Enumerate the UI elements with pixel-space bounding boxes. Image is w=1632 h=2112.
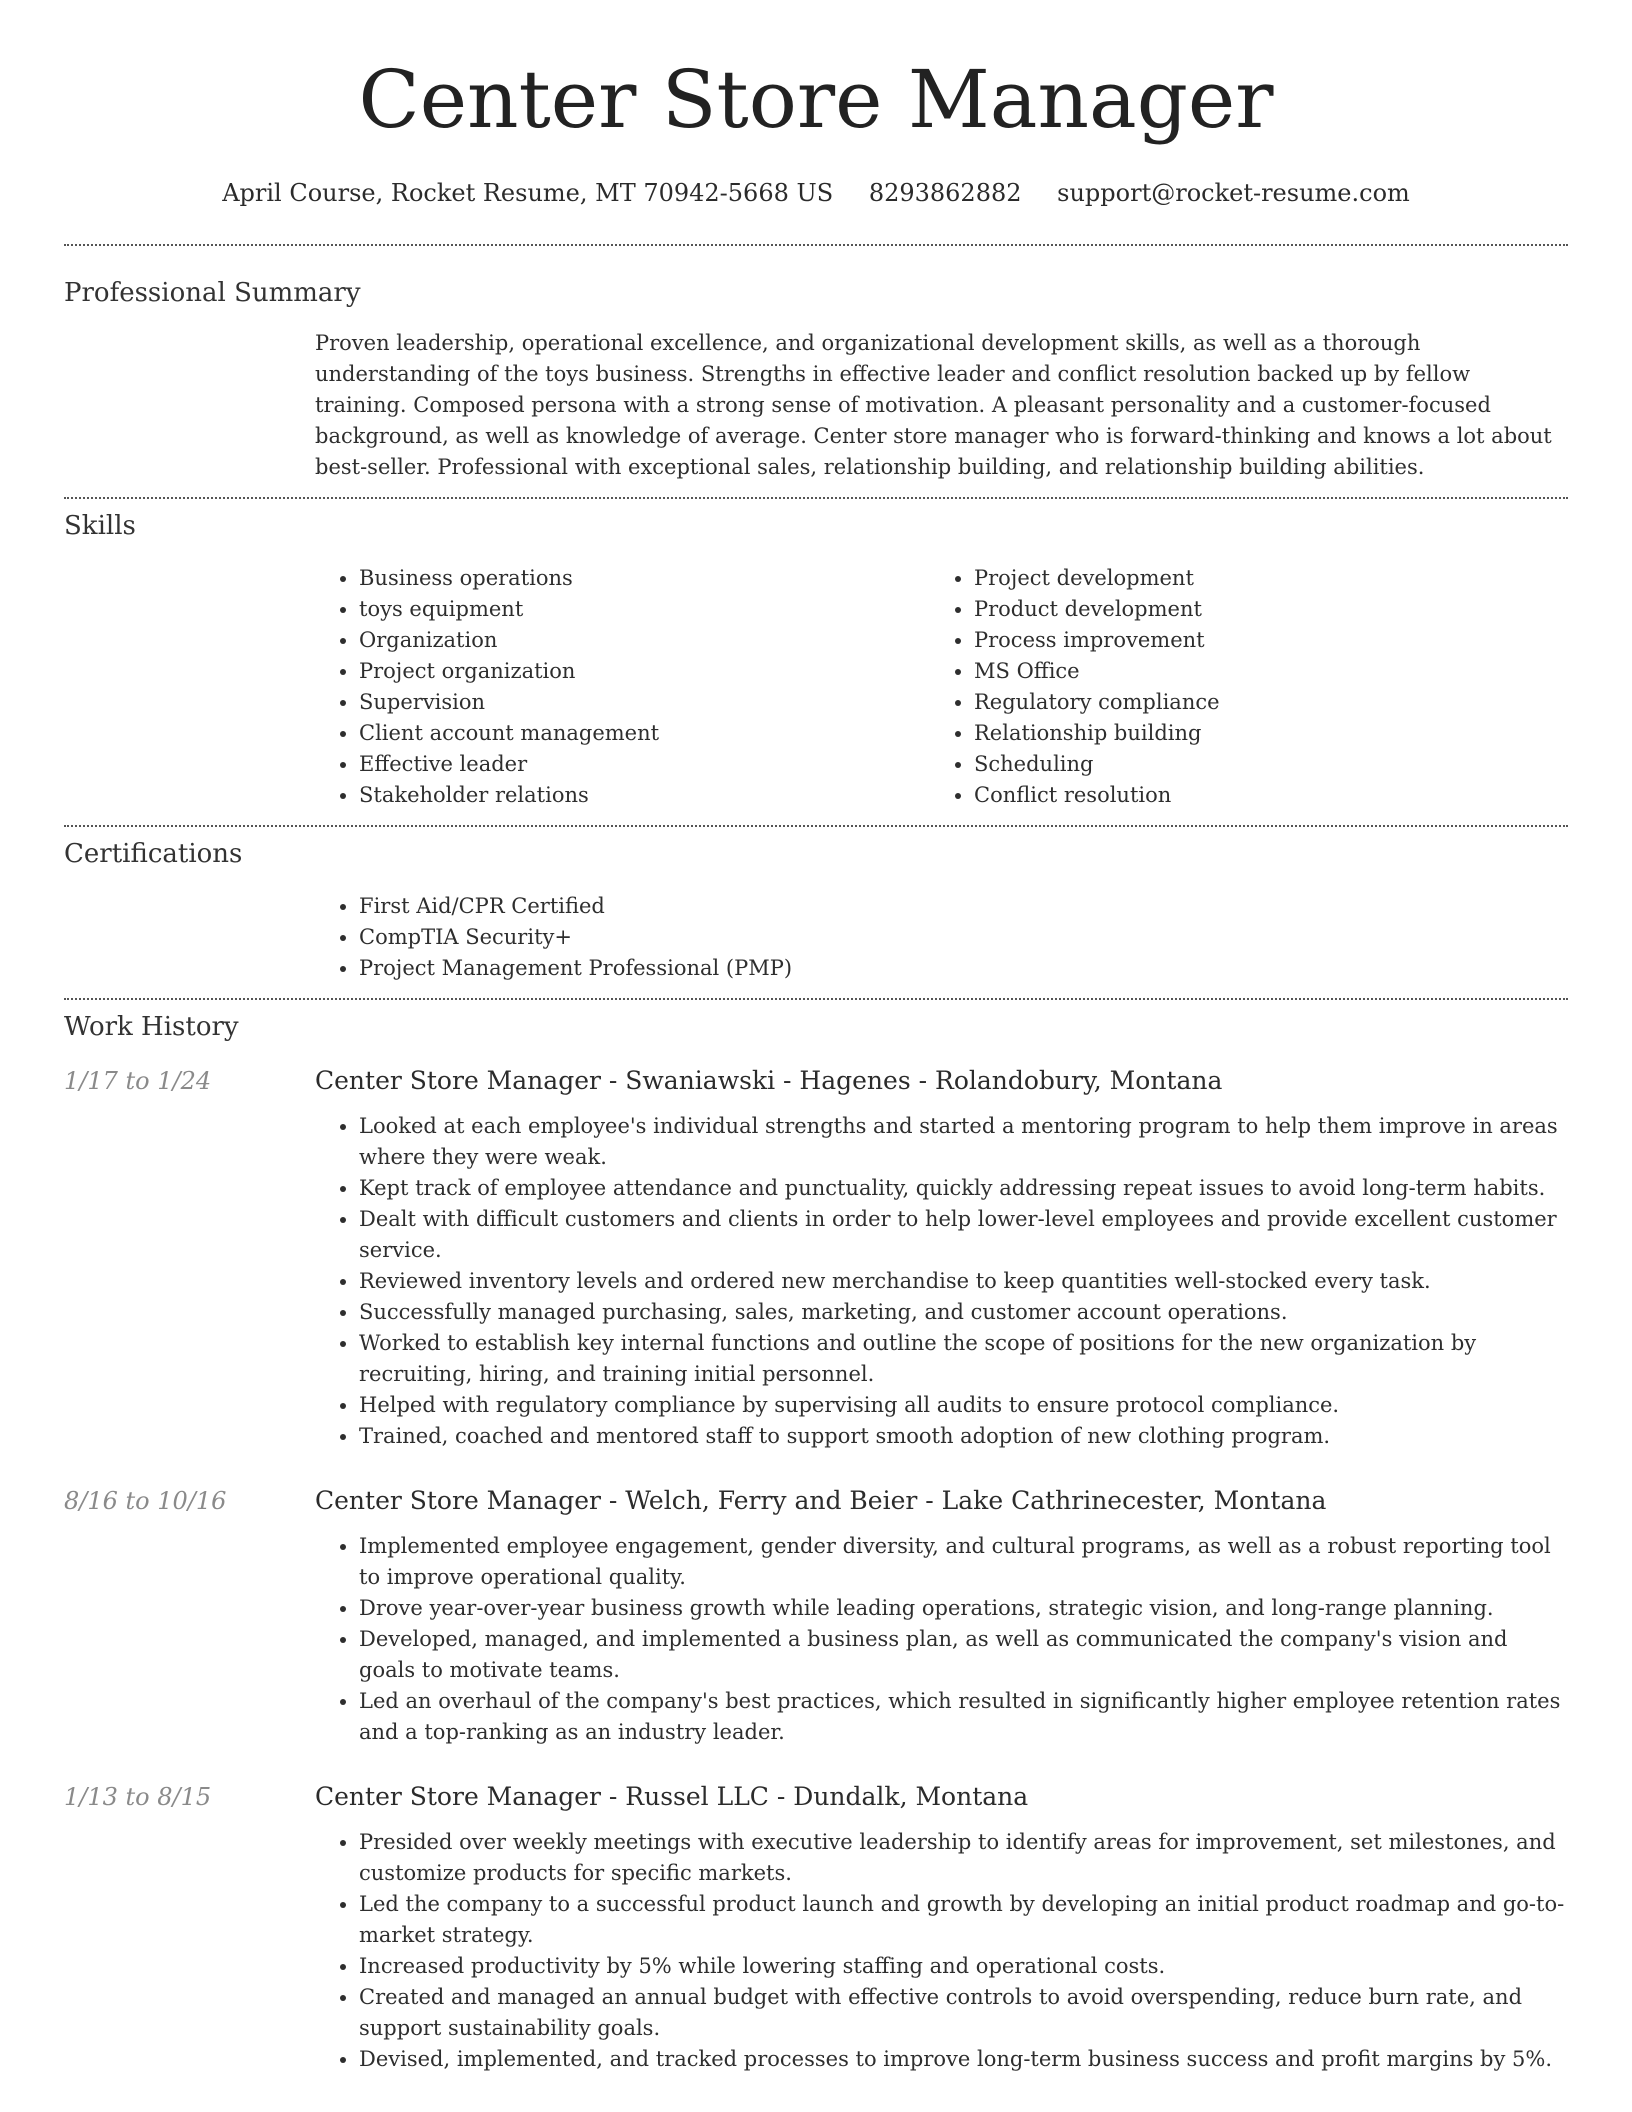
skills-body: [315, 563, 1568, 811]
resume-header: [64, 0, 1568, 210]
job-bullet: • Reviewed inventory levels and ordered new merchandise to keep quantities well-stocked every task.: [359, 1266, 1568, 1297]
job-title: Center Store Manager - Swaniawski - Hagenes - Rolandobury, Montana: [315, 1066, 1223, 1095]
skill-item: • Product development: [974, 594, 1545, 625]
skill-item: • Scheduling: [974, 749, 1545, 780]
contact-email: support@rocket-resume.com: [1057, 179, 1410, 207]
section-title-work-history: Work History: [64, 1012, 239, 1042]
certifications-body: [315, 891, 1568, 984]
job-bullets: [315, 1531, 1568, 1748]
certifications-section: [64, 827, 1568, 998]
summary-section: [64, 246, 1568, 497]
job-header: [64, 1486, 1568, 1515]
skills-grid: [315, 563, 1568, 811]
job-bullets: [315, 1827, 1568, 2075]
skill-item: • Relationship building: [974, 718, 1545, 749]
skill-item: • Business operations: [359, 563, 930, 594]
certifications-list: [315, 891, 1568, 984]
skill-item: • Project development: [974, 563, 1545, 594]
job-bullet: • Increased productivity by 5% while lowering staffing and operational costs.: [359, 1951, 1568, 1982]
job-header: [64, 1782, 1568, 1811]
skill-item: • Regulatory compliance: [974, 687, 1545, 718]
job-bullet: • Helped with regulatory compliance by supervising all audits to ensure protocol compliance.: [359, 1390, 1568, 1421]
section-title-skills: Skills: [64, 511, 136, 541]
contact-line: [64, 176, 1568, 210]
skill-item: • Process improvement: [974, 625, 1545, 656]
candidate-name: Center Store Manager: [358, 53, 1274, 146]
job-bullet: • Devised, implemented, and tracked processes to improve long-term business success and profit margins by 5%.: [359, 2044, 1568, 2075]
section-title-certifications: Certifications: [64, 839, 243, 869]
certification-item: • First Aid/CPR Certified: [359, 891, 1568, 922]
job-entry: [64, 1486, 1568, 1748]
job-bullet: • Kept track of employee attendance and punctuality, quickly addressing repeat issues to avoid long-term habits.: [359, 1173, 1568, 1204]
skill-item: • Effective leader: [359, 749, 930, 780]
job-entry: [64, 1066, 1568, 1452]
summary-body: [315, 328, 1568, 483]
skills-list-right: [930, 563, 1545, 811]
section-title-summary: Professional Summary: [64, 278, 361, 308]
skill-item: • Supervision: [359, 687, 930, 718]
job-bullet: • Led the company to a successful product launch and growth by developing an initial product roadmap and go-to-market strategy.: [359, 1889, 1568, 1951]
skill-item: • toys equipment: [359, 594, 930, 625]
work-history-section: [64, 1000, 1568, 2075]
job-bullet: • Dealt with difficult customers and clients in order to help lower-level employees and provide excellent customer service.: [359, 1204, 1568, 1266]
certification-item: • Project Management Professional (PMP): [359, 953, 1568, 984]
skill-item: • Project organization: [359, 656, 930, 687]
skill-item: • Organization: [359, 625, 930, 656]
job-bullet: • Trained, coached and mentored staff to support smooth adoption of new clothing program.: [359, 1421, 1568, 1452]
job-bullet: • Worked to establish key internal functions and outline the scope of positions for the new organization by recruiting, hiring, and training initial personnel.: [359, 1328, 1568, 1390]
skill-item: • Stakeholder relations: [359, 780, 930, 811]
certification-item: • CompTIA Security+: [359, 922, 1568, 953]
job-title: Center Store Manager - Russel LLC - Dundalk, Montana: [315, 1782, 1029, 1811]
skills-list-left: [315, 563, 930, 811]
job-entry: [64, 1782, 1568, 2075]
contact-phone: 8293862882: [868, 179, 1022, 207]
job-bullet: • Created and managed an annual budget with effective controls to avoid overspending, reduce burn rate, and support sustainability goals.: [359, 1982, 1568, 2044]
job-bullet: • Drove year-over-year business growth while leading operations, strategic vision, and long-range planning.: [359, 1593, 1568, 1624]
summary-text: Proven leadership, operational excellence, and organizational development skills, as well as a thorough understanding of the toys business. Strengths in effective leader and conflict resolution backed up by fellow training. Composed persona with a strong sense of motivation. A pleasant personality and a customer-focused background, as well as knowledge of average. Center store manager who is forward-thinking and knows a lot about best-seller. Professional with exceptional sales, relationship building, and relationship building abilities.: [315, 331, 1552, 479]
job-bullet: • Developed, managed, and implemented a business plan, as well as communicated the company's vision and goals to motivate teams.: [359, 1624, 1568, 1686]
skill-item: • Conflict resolution: [974, 780, 1545, 811]
job-header: [64, 1066, 1568, 1095]
job-bullet: • Implemented employee engagement, gender diversity, and cultural programs, as well as a robust reporting tool to improve operational quality.: [359, 1531, 1568, 1593]
job-bullet: • Presided over weekly meetings with executive leadership to identify areas for improvement, set milestones, and customize products for specific markets.: [359, 1827, 1568, 1889]
skill-item: • Client account management: [359, 718, 930, 749]
job-dates: 8/16 to 10/16: [64, 1487, 227, 1515]
job-bullet: • Led an overhaul of the company's best practices, which resulted in significantly higher employee retention rates and a top-ranking as an industry leader.: [359, 1686, 1568, 1748]
job-title: Center Store Manager - Welch, Ferry and Beier - Lake Cathrinecester, Montana: [315, 1486, 1327, 1515]
skill-item: • MS Office: [974, 656, 1545, 687]
job-bullet: • Looked at each employee's individual strengths and started a mentoring program to help them improve in areas where they were weak.: [359, 1111, 1568, 1173]
job-bullet: • Successfully managed purchasing, sales, marketing, and customer account operations.: [359, 1297, 1568, 1328]
skills-section: [64, 499, 1568, 825]
job-dates: 1/13 to 8/15: [64, 1783, 212, 1811]
job-bullets: [315, 1111, 1568, 1452]
job-dates: 1/17 to 1/24: [64, 1067, 212, 1095]
contact-address: April Course, Rocket Resume, MT 70942-5668 US: [222, 179, 834, 207]
